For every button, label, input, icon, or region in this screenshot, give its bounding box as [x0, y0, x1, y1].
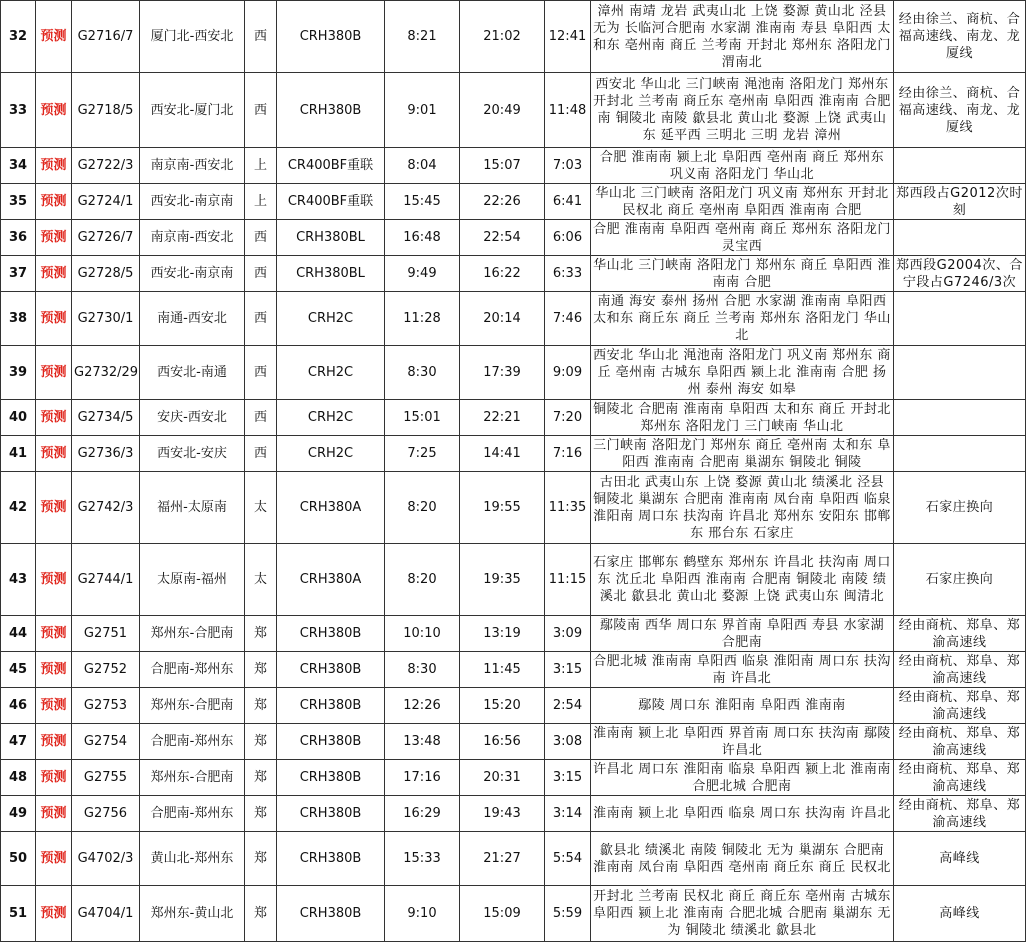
row-number: 33	[1, 73, 36, 148]
arrival-time: 16:56	[460, 724, 545, 760]
row-number: 50	[1, 832, 36, 886]
route-name: 福州-太原南	[140, 472, 245, 544]
table-row	[1, 292, 1026, 346]
remark-text	[894, 148, 1026, 184]
table-row	[1, 652, 1026, 688]
train-number: G2732/29	[72, 346, 140, 400]
row-number: 47	[1, 724, 36, 760]
train-model: CRH2C	[277, 292, 385, 346]
departure-time: 9:49	[385, 256, 460, 292]
train-model: CRH380BL	[277, 220, 385, 256]
route-name: 安庆-西安北	[140, 400, 245, 436]
train-number: G2742/3	[72, 472, 140, 544]
table-row	[1, 688, 1026, 724]
train-number: G2754	[72, 724, 140, 760]
departure-time: 8:20	[385, 472, 460, 544]
remark-text: 高峰线	[894, 886, 1026, 942]
departure-time: 17:16	[385, 760, 460, 796]
train-model: CRH380B	[277, 652, 385, 688]
depot-code: 西	[245, 220, 277, 256]
route-name: 西安北-厦门北	[140, 73, 245, 148]
train-number: G2716/7	[72, 1, 140, 73]
table-row	[1, 760, 1026, 796]
forecast-tag: 预测	[36, 544, 72, 616]
arrival-time: 21:27	[460, 832, 545, 886]
table-row	[1, 832, 1026, 886]
depot-code: 西	[245, 1, 277, 73]
train-model: CRH2C	[277, 436, 385, 472]
train-model: CRH380B	[277, 796, 385, 832]
departure-time: 13:48	[385, 724, 460, 760]
arrival-time: 19:35	[460, 544, 545, 616]
depot-code: 西	[245, 400, 277, 436]
travel-duration: 3:14	[545, 796, 591, 832]
train-number: G4704/1	[72, 886, 140, 942]
arrival-time: 20:31	[460, 760, 545, 796]
train-model: CRH380B	[277, 760, 385, 796]
travel-duration: 11:15	[545, 544, 591, 616]
stops-list: 开封北 兰考南 民权北 商丘 商丘东 亳州南 古城东 阜阳西 颍上北 淮南南 合肥北城 合肥南 巢湖东 无为 铜陵北 绩溪北 歙县北	[591, 886, 894, 942]
route-name: 南京南-西安北	[140, 148, 245, 184]
depot-code: 郑	[245, 724, 277, 760]
arrival-time: 15:09	[460, 886, 545, 942]
train-number: G2756	[72, 796, 140, 832]
stops-list: 铜陵北 合肥南 淮南南 阜阳西 太和东 商丘 开封北 郑州东 洛阳龙门 三门峡南 华山北	[591, 400, 894, 436]
depot-code: 西	[245, 292, 277, 346]
forecast-tag: 预测	[36, 724, 72, 760]
travel-duration: 6:33	[545, 256, 591, 292]
forecast-tag: 预测	[36, 292, 72, 346]
arrival-time: 20:49	[460, 73, 545, 148]
depot-code: 西	[245, 73, 277, 148]
depot-code: 太	[245, 472, 277, 544]
row-number: 41	[1, 436, 36, 472]
row-number: 38	[1, 292, 36, 346]
arrival-time: 21:02	[460, 1, 545, 73]
table-row	[1, 886, 1026, 942]
table-row	[1, 436, 1026, 472]
travel-duration: 6:41	[545, 184, 591, 220]
table-row	[1, 724, 1026, 760]
remark-text: 石家庄换向	[894, 472, 1026, 544]
depot-code: 上	[245, 148, 277, 184]
table-row	[1, 1, 1026, 73]
travel-duration: 7:16	[545, 436, 591, 472]
depot-code: 郑	[245, 886, 277, 942]
row-number: 39	[1, 346, 36, 400]
forecast-tag: 预测	[36, 256, 72, 292]
stops-list: 西安北 华山北 渑池南 洛阳龙门 巩义南 郑州东 商丘 亳州南 古城东 阜阳西 颍上北 淮南南 合肥 扬州 泰州 海安 如皋	[591, 346, 894, 400]
table-row	[1, 796, 1026, 832]
depot-code: 西	[245, 256, 277, 292]
stops-list: 许昌北 周口东 淮阳南 临泉 阜阳西 颍上北 淮南南 合肥北城 合肥南	[591, 760, 894, 796]
table-row	[1, 73, 1026, 148]
forecast-tag: 预测	[36, 796, 72, 832]
remark-text: 经由商杭、郑阜、郑渝高速线	[894, 652, 1026, 688]
forecast-tag: 预测	[36, 472, 72, 544]
arrival-time: 19:55	[460, 472, 545, 544]
departure-time: 16:29	[385, 796, 460, 832]
train-model: CRH380B	[277, 688, 385, 724]
remark-text: 经由商杭、郑阜、郑渝高速线	[894, 724, 1026, 760]
departure-time: 9:10	[385, 886, 460, 942]
arrival-time: 22:21	[460, 400, 545, 436]
train-model: CR400BF重联	[277, 148, 385, 184]
route-name: 西安北-南京南	[140, 256, 245, 292]
stops-list: 华山北 三门峡南 洛阳龙门 郑州东 商丘 阜阳西 淮南南 合肥	[591, 256, 894, 292]
stops-list: 歙县北 绩溪北 南陵 铜陵北 无为 巢湖东 合肥南 淮南南 凤台南 阜阳西 亳州南 商丘东 商丘 民权北	[591, 832, 894, 886]
route-name: 合肥南-郑州东	[140, 724, 245, 760]
row-number: 44	[1, 616, 36, 652]
arrival-time: 20:14	[460, 292, 545, 346]
departure-time: 15:45	[385, 184, 460, 220]
route-name: 郑州东-合肥南	[140, 616, 245, 652]
route-name: 西安北-安庆	[140, 436, 245, 472]
travel-duration: 7:20	[545, 400, 591, 436]
train-model: CRH380A	[277, 472, 385, 544]
row-number: 45	[1, 652, 36, 688]
stops-list: 西安北 华山北 三门峡南 渑池南 洛阳龙门 郑州东 开封北 兰考南 商丘东 亳州南 阜阳西 淮南南 合肥南 铜陵北 南陵 歙县北 黄山北 婺源 上饶 武夷山东 延平西 三明北 三明 龙岩 漳州	[591, 73, 894, 148]
travel-duration: 9:09	[545, 346, 591, 400]
arrival-time: 13:19	[460, 616, 545, 652]
departure-time: 9:01	[385, 73, 460, 148]
departure-time: 8:04	[385, 148, 460, 184]
train-model: CRH2C	[277, 400, 385, 436]
arrival-time: 15:20	[460, 688, 545, 724]
remark-text	[894, 436, 1026, 472]
route-name: 西安北-南通	[140, 346, 245, 400]
travel-duration: 6:06	[545, 220, 591, 256]
travel-duration: 7:46	[545, 292, 591, 346]
travel-duration: 5:54	[545, 832, 591, 886]
train-number: G2736/3	[72, 436, 140, 472]
route-name: 郑州东-合肥南	[140, 760, 245, 796]
remark-text: 经由商杭、郑阜、郑渝高速线	[894, 616, 1026, 652]
route-name: 南京南-西安北	[140, 220, 245, 256]
stops-list: 华山北 三门峡南 洛阳龙门 巩义南 郑州东 开封北 民权北 商丘 亳州南 阜阳西 淮南南 合肥	[591, 184, 894, 220]
travel-duration: 11:35	[545, 472, 591, 544]
train-model: CR400BF重联	[277, 184, 385, 220]
travel-duration: 2:54	[545, 688, 591, 724]
table-row	[1, 256, 1026, 292]
train-model: CRH380BL	[277, 256, 385, 292]
remark-text: 经由徐兰、商杭、合福高速线、南龙、龙厦线	[894, 1, 1026, 73]
depot-code: 西	[245, 436, 277, 472]
forecast-tag: 预测	[36, 652, 72, 688]
train-model: CRH380B	[277, 1, 385, 73]
departure-time: 7:25	[385, 436, 460, 472]
departure-time: 16:48	[385, 220, 460, 256]
departure-time: 8:21	[385, 1, 460, 73]
departure-time: 15:33	[385, 832, 460, 886]
table-row	[1, 346, 1026, 400]
table-body	[1, 1, 1026, 942]
train-number: G2734/5	[72, 400, 140, 436]
remark-text: 郑西段G2004次、合宁段占G7246/3次	[894, 256, 1026, 292]
train-number: G2722/3	[72, 148, 140, 184]
train-number: G4702/3	[72, 832, 140, 886]
stops-list: 古田北 武夷山东 上饶 婺源 黄山北 绩溪北 泾县 铜陵北 巢湖东 合肥南 淮南南 凤台南 阜阳西 临泉 淮阳南 周口东 扶沟南 许昌北 郑州东 安阳东 邯郸东 邢台东 石家庄	[591, 472, 894, 544]
route-name: 郑州东-黄山北	[140, 886, 245, 942]
travel-duration: 3:15	[545, 760, 591, 796]
route-name: 合肥南-郑州东	[140, 796, 245, 832]
train-model: CRH380B	[277, 73, 385, 148]
arrival-time: 11:45	[460, 652, 545, 688]
forecast-tag: 预测	[36, 688, 72, 724]
train-model: CRH380B	[277, 724, 385, 760]
remark-text	[894, 346, 1026, 400]
forecast-tag: 预测	[36, 760, 72, 796]
row-number: 37	[1, 256, 36, 292]
stops-list: 南通 海安 泰州 扬州 合肥 水家湖 淮南南 阜阳西 太和东 商丘东 商丘 兰考南 郑州东 洛阳龙门 华山北	[591, 292, 894, 346]
route-name: 厦门北-西安北	[140, 1, 245, 73]
arrival-time: 17:39	[460, 346, 545, 400]
travel-duration: 5:59	[545, 886, 591, 942]
forecast-tag: 预测	[36, 220, 72, 256]
route-name: 太原南-福州	[140, 544, 245, 616]
remark-text: 经由商杭、郑阜、郑渝高速线	[894, 796, 1026, 832]
remark-text: 高峰线	[894, 832, 1026, 886]
forecast-tag: 预测	[36, 886, 72, 942]
forecast-tag: 预测	[36, 184, 72, 220]
forecast-tag: 预测	[36, 148, 72, 184]
forecast-tag: 预测	[36, 346, 72, 400]
row-number: 42	[1, 472, 36, 544]
stops-list: 石家庄 邯郸东 鹤壁东 郑州东 许昌北 扶沟南 周口东 沈丘北 阜阳西 淮南南 合肥南 铜陵北 南陵 绩溪北 歙县北 黄山北 婺源 上饶 武夷山东 闽清北	[591, 544, 894, 616]
departure-time: 8:30	[385, 346, 460, 400]
arrival-time: 22:54	[460, 220, 545, 256]
row-number: 46	[1, 688, 36, 724]
arrival-time: 22:26	[460, 184, 545, 220]
stops-list: 漳州 南靖 龙岩 武夷山北 上饶 婺源 黄山北 泾县 无为 长临河合肥南 水家湖 淮南南 寿县 阜阳西 太和东 亳州南 商丘 兰考南 开封北 郑州东 洛阳龙门 渭南北	[591, 1, 894, 73]
forecast-tag: 预测	[36, 436, 72, 472]
forecast-tag: 预测	[36, 616, 72, 652]
remark-text	[894, 292, 1026, 346]
route-name: 南通-西安北	[140, 292, 245, 346]
remark-text: 经由商杭、郑阜、郑渝高速线	[894, 688, 1026, 724]
remark-text: 郑西段占G2012次时刻	[894, 184, 1026, 220]
travel-duration: 11:48	[545, 73, 591, 148]
route-name: 合肥南-郑州东	[140, 652, 245, 688]
depot-code: 太	[245, 544, 277, 616]
train-model: CRH380B	[277, 886, 385, 942]
train-number: G2718/5	[72, 73, 140, 148]
table-row	[1, 400, 1026, 436]
train-number: G2755	[72, 760, 140, 796]
forecast-tag: 预测	[36, 832, 72, 886]
depot-code: 上	[245, 184, 277, 220]
depot-code: 西	[245, 346, 277, 400]
table-row	[1, 220, 1026, 256]
table-row	[1, 184, 1026, 220]
depot-code: 郑	[245, 832, 277, 886]
departure-time: 10:10	[385, 616, 460, 652]
depot-code: 郑	[245, 760, 277, 796]
route-name: 郑州东-合肥南	[140, 688, 245, 724]
depot-code: 郑	[245, 688, 277, 724]
arrival-time: 19:43	[460, 796, 545, 832]
stops-list: 鄢陵 周口东 淮阳南 阜阳西 淮南南	[591, 688, 894, 724]
depot-code: 郑	[245, 652, 277, 688]
departure-time: 8:20	[385, 544, 460, 616]
remark-text	[894, 220, 1026, 256]
forecast-tag: 预测	[36, 1, 72, 73]
arrival-time: 15:07	[460, 148, 545, 184]
row-number: 32	[1, 1, 36, 73]
stops-list: 鄢陵南 西华 周口东 界首南 阜阳西 寿县 水家湖 合肥南	[591, 616, 894, 652]
row-number: 36	[1, 220, 36, 256]
train-number: G2724/1	[72, 184, 140, 220]
row-number: 48	[1, 760, 36, 796]
row-number: 49	[1, 796, 36, 832]
train-number: G2728/5	[72, 256, 140, 292]
row-number: 51	[1, 886, 36, 942]
stops-list: 三门峡南 洛阳龙门 郑州东 商丘 亳州南 太和东 阜阳西 淮南南 合肥南 巢湖东 铜陵北 铜陵	[591, 436, 894, 472]
table-row	[1, 616, 1026, 652]
train-number: G2744/1	[72, 544, 140, 616]
train-number: G2753	[72, 688, 140, 724]
table-row	[1, 148, 1026, 184]
departure-time: 15:01	[385, 400, 460, 436]
train-model: CRH2C	[277, 346, 385, 400]
travel-duration: 7:03	[545, 148, 591, 184]
train-model: CRH380B	[277, 832, 385, 886]
remark-text	[894, 400, 1026, 436]
stops-list: 合肥 淮南南 颍上北 阜阳西 亳州南 商丘 郑州东 巩义南 洛阳龙门 华山北	[591, 148, 894, 184]
train-number: G2752	[72, 652, 140, 688]
stops-list: 合肥北城 淮南南 阜阳西 临泉 淮阳南 周口东 扶沟南 许昌北	[591, 652, 894, 688]
train-number: G2726/7	[72, 220, 140, 256]
stops-list: 淮南南 颍上北 阜阳西 界首南 周口东 扶沟南 鄢陵 许昌北	[591, 724, 894, 760]
table-row	[1, 544, 1026, 616]
stops-list: 淮南南 颍上北 阜阳西 临泉 周口东 扶沟南 许昌北	[591, 796, 894, 832]
row-number: 35	[1, 184, 36, 220]
travel-duration: 3:09	[545, 616, 591, 652]
forecast-tag: 预测	[36, 400, 72, 436]
stops-list: 合肥 淮南南 阜阳西 亳州南 商丘 郑州东 洛阳龙门 灵宝西	[591, 220, 894, 256]
route-name: 黄山北-郑州东	[140, 832, 245, 886]
row-number: 43	[1, 544, 36, 616]
remark-text: 经由徐兰、商杭、合福高速线、南龙、龙厦线	[894, 73, 1026, 148]
forecast-tag: 预测	[36, 73, 72, 148]
table-row	[1, 472, 1026, 544]
remark-text: 经由商杭、郑阜、郑渝高速线	[894, 760, 1026, 796]
travel-duration: 3:08	[545, 724, 591, 760]
arrival-time: 16:22	[460, 256, 545, 292]
row-number: 34	[1, 148, 36, 184]
depot-code: 郑	[245, 796, 277, 832]
departure-time: 12:26	[385, 688, 460, 724]
train-model: CRH380A	[277, 544, 385, 616]
departure-time: 8:30	[385, 652, 460, 688]
route-name: 西安北-南京南	[140, 184, 245, 220]
train-number: G2730/1	[72, 292, 140, 346]
departure-time: 11:28	[385, 292, 460, 346]
train-number: G2751	[72, 616, 140, 652]
travel-duration: 12:41	[545, 1, 591, 73]
remark-text: 石家庄换向	[894, 544, 1026, 616]
travel-duration: 3:15	[545, 652, 591, 688]
train-model: CRH380B	[277, 616, 385, 652]
depot-code: 郑	[245, 616, 277, 652]
row-number: 40	[1, 400, 36, 436]
arrival-time: 14:41	[460, 436, 545, 472]
